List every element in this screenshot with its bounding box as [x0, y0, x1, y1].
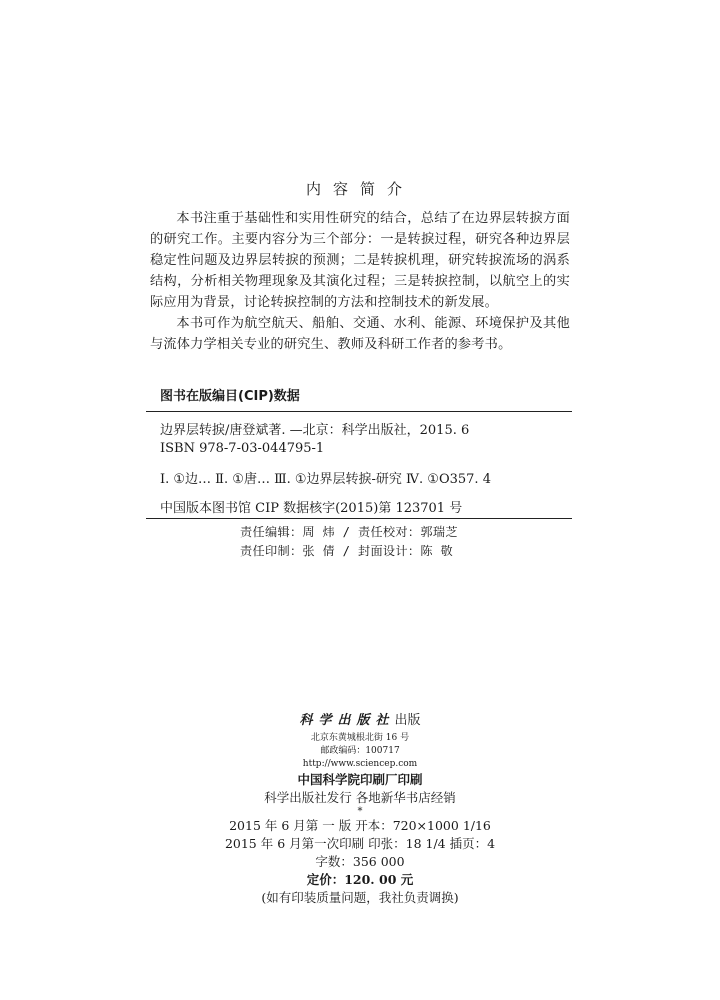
separator-star: * — [357, 806, 363, 817]
publisher-url: http://www.sciencep.com — [302, 759, 418, 769]
publisher-suffix: 出版 — [394, 713, 421, 728]
edition-line: 2015 年 6 月第 一 版 开本：720×1000 1/16 — [229, 818, 491, 833]
imprint-publisher-line — [160, 708, 560, 732]
word-count: 字数：356 000 — [315, 854, 405, 869]
cip-heading: 图书在版编目(CIP)数据 — [160, 389, 300, 404]
quality-notice: (如有印装质量问题，我社负责调换) — [261, 890, 459, 905]
cip-bib-line: 边界层转捩/唐登斌著. —北京：科学出版社，2015. 6 — [160, 423, 470, 438]
cip-bottom-rule — [146, 518, 572, 519]
credits-line-print: 责任印制：张 倩 / 封面设计：陈 敬 — [240, 544, 454, 558]
publisher-postcode: 邮政编码：100717 — [320, 746, 400, 756]
credits-line-editors: 责任编辑：周 炜 / 责任校对：郭瑞芝 — [240, 525, 458, 539]
printer-line: 中国科学院印刷厂印刷 — [297, 772, 423, 787]
publisher-name: 科学出版社 — [299, 713, 395, 728]
cip-top-rule — [146, 411, 572, 412]
cip-number: 中国版本图书馆 CIP 数据核字(2015)第 123701 号 — [160, 501, 463, 516]
summary-body — [150, 208, 570, 355]
cip-isbn: ISBN 978-7-03-044795-1 — [160, 441, 325, 456]
imprint — [160, 708, 560, 907]
summary-paragraph-1: 本书注重于基础性和实用性研究的结合，总结了在边界层转捩方面的研究工作。主要内容分为三个部分：一是转捩过程，研究各种边界层稳定性问题及边界层转捩的预测；二是转捩机理，研究转捩流场的涡系结构，分析相关物理现象及其演化过程；三是转捩控制，以航空上的实际应用为背景，讨论转捩控制的方法和控制技术的新发展。 — [150, 211, 570, 310]
cip-classification: Ⅰ. ①边… Ⅱ. ①唐… Ⅲ. ①边界层转捩-研究 Ⅳ. ①O357. 4 — [160, 472, 491, 487]
summary-title: 内容简介 — [305, 180, 414, 198]
credits — [240, 523, 458, 561]
summary-paragraph-2: 本书可作为航空航天、船舶、交通、水利、能源、环境保护及其他与流体力学相关专业的研究生、教师及科研工作者的参考书。 — [150, 316, 570, 352]
printing-line: 2015 年 6 月第一次印刷 印张：18 1/4 插页：4 — [224, 836, 496, 851]
price: 定价：120. 00 元 — [306, 872, 414, 887]
distribution-line: 科学出版社发行 各地新华书店经销 — [264, 790, 456, 805]
publisher-address: 北京东黄城根北街 16 号 — [310, 733, 410, 743]
